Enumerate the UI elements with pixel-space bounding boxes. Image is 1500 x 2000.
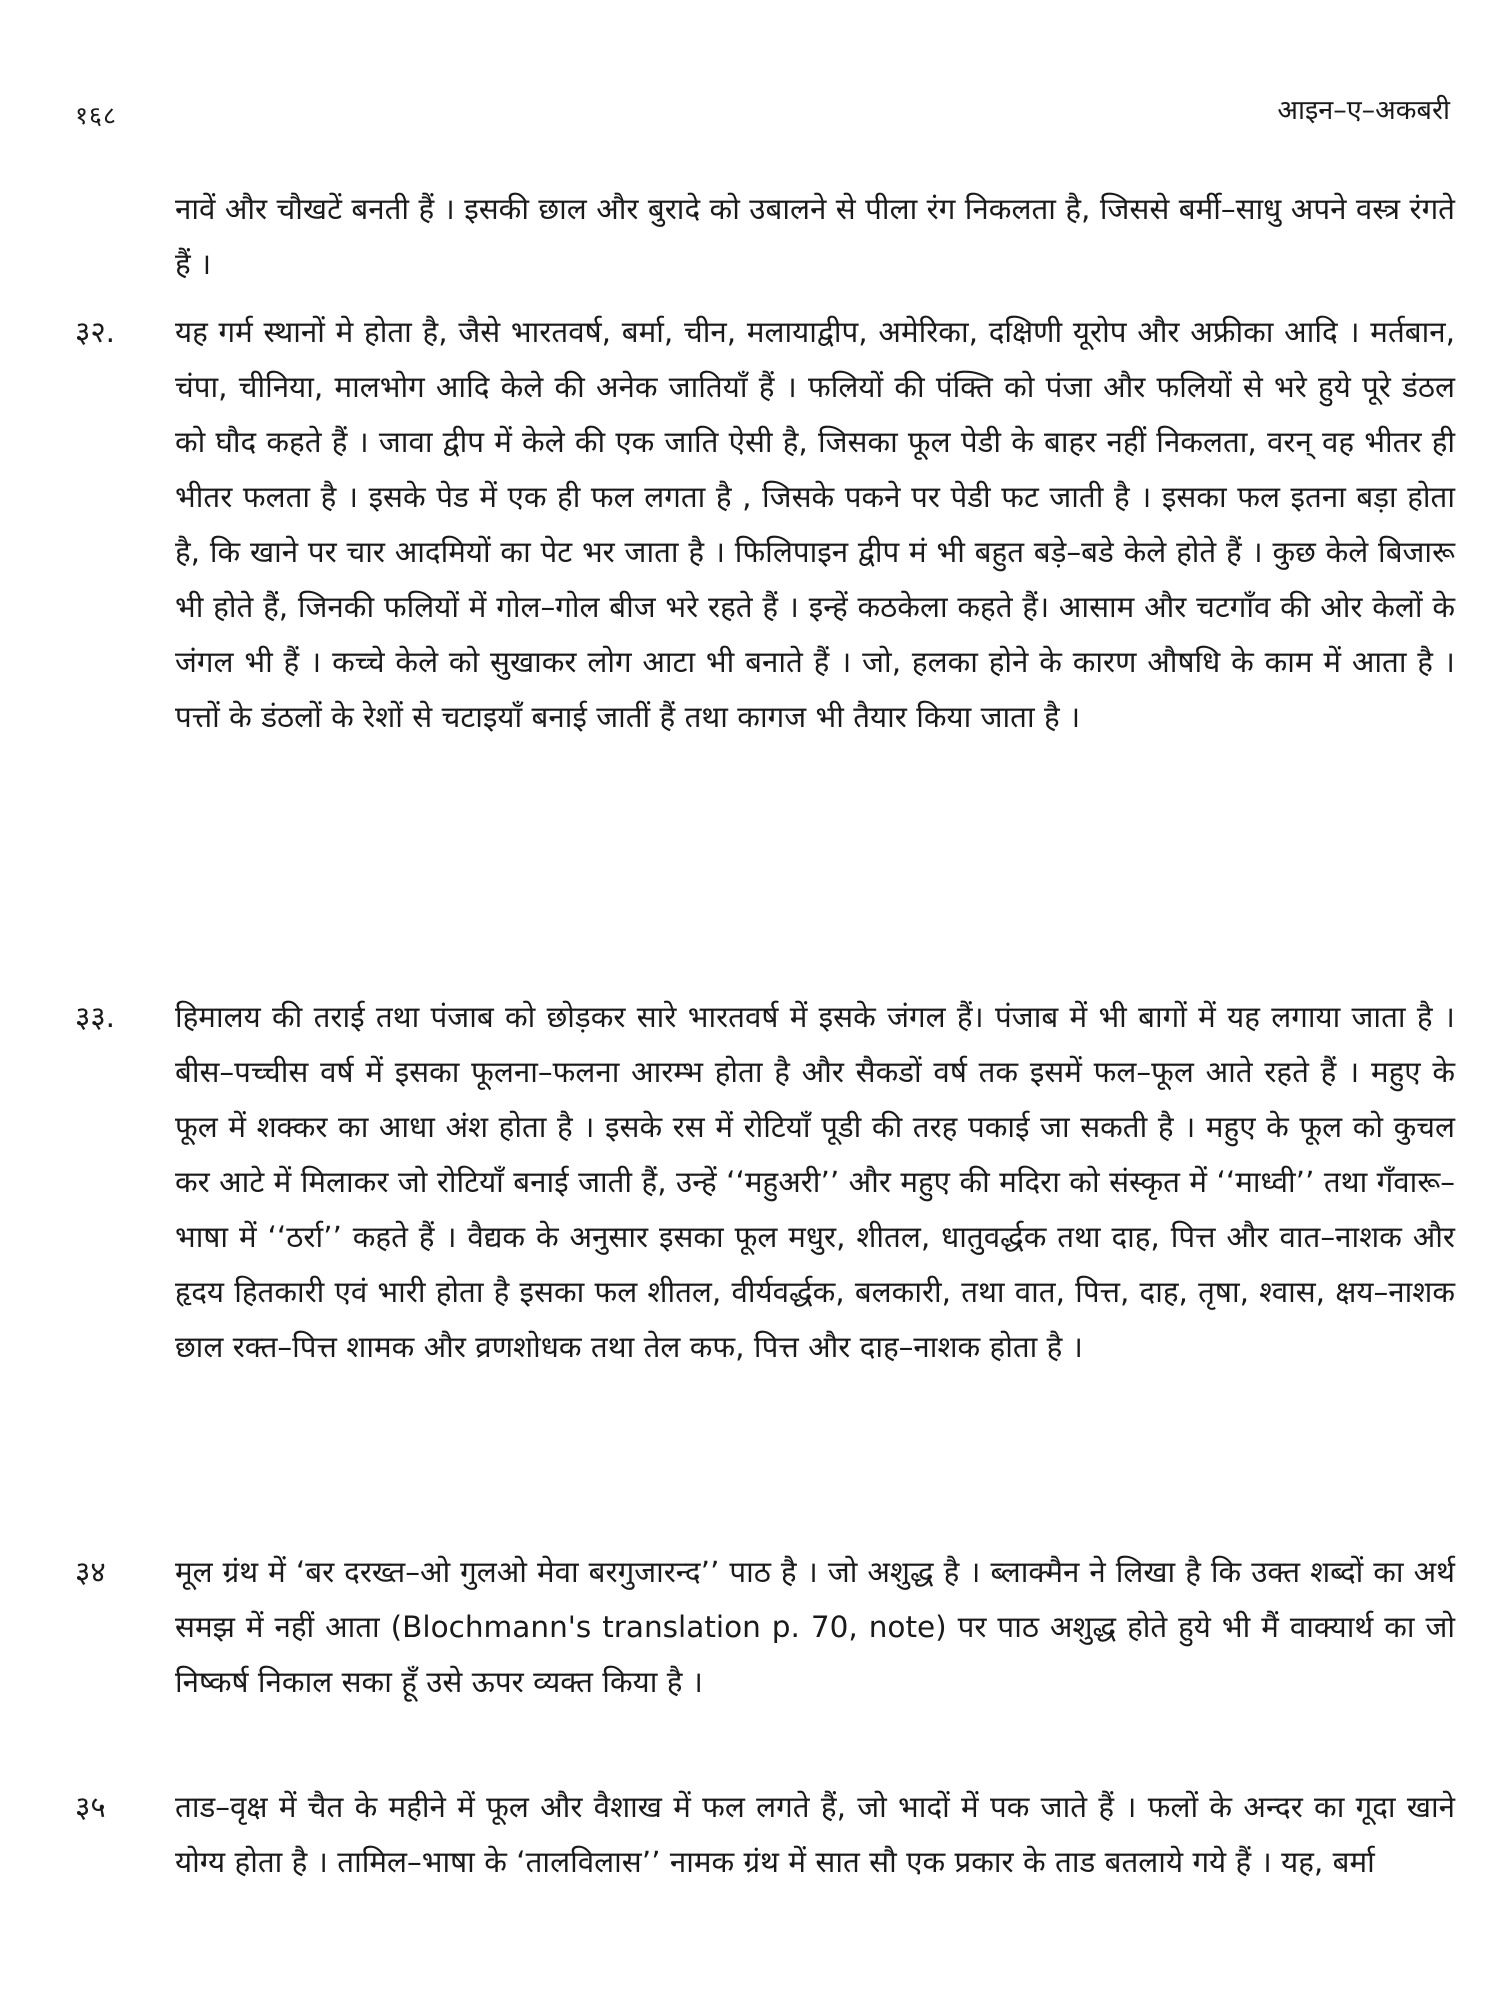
footnote-33 <box>75 990 1455 1375</box>
running-title: आइन–ए–अकबरी <box>1277 95 1450 126</box>
page-number: १६८ <box>75 101 118 130</box>
footnote-text: मूल ग्रंथ में ‘बर दरख्त–ओ गुलओ मेवा बरगुजारन्द’’ पाठ है । जो अशुद्ध है । ब्लाक्मैन ने लिखा है कि उक्त शब्दों का अर्थ समझ में नहीं आता (Blochmann's translation p. 70, note) पर पाठ अशुद्ध होते हुये भी मैं वाक्यार्थ का जो निष्कर्ष निकाल सका हूँ उसे ऊपर व्यक्त किया है । <box>175 1555 1455 1699</box>
footnote-number: ३५ <box>75 1790 106 1824</box>
footnote-number: ३२. <box>75 315 116 349</box>
paragraph-continuation <box>175 182 1455 292</box>
footnote-text: यह गर्म स्थानों मे होता है, जैसे भारतवर्ष, बर्मा, चीन, मलायाद्वीप, अमेरिका, दक्षिणी यूरोप और अफ्रीका आदि । मर्तबान, चंपा, चीनिया, मालभोग आदि केले की अनेक जातियाँ हैं । फलियों की पंक्ति को पंजा और फलियों से भरे हुये पूरे डंठल को घौद कहते हैं । जावा द्वीप में केले की एक जाति ऐसी है, जिसका फूल पेडी के बाहर नहीं निकलता, वरन् वह भीतर ही भीतर फलता है । इसके पेड में एक ही फल लगता है , जिसके पकने पर पेडी फट जाती है । इसका फल इतना बड़ा होता है, कि खाने पर चार आदमियों का पेट भर जाता है । फिलिपाइन द्वीप मं भी बहुत बड़े–बडे केले होते हैं । कुछ केले बिजारू भी होते हैं, जिनकी फलियों में गोल–गोल बीज भरे रहते हैं । इन्हें कठकेला कहते हैं। आसाम और चटगाँव की ओर केलों के जंगल भी हैं । कच्चे केले को सुखाकर लोग आटा भी बनाते हैं । जो, हलका होने के कारण औषधि के काम में आता है । पत्तों के डंठलों के रेशों से चटाइयाँ बनाई जातीं हैं तथा कागज भी तैयार किया जाता है । <box>175 315 1455 734</box>
footnote-35 <box>75 1780 1455 1890</box>
paragraph-text: नावें और चौखटें बनती हैं । इसकी छाल और बुरादे को उबालने से पीला रंग निकलता है, जिससे बर्मी–साधु अपने वस्त्र रंगते हैं । <box>175 192 1455 281</box>
footnote-32 <box>75 305 1455 745</box>
footnote-34 <box>75 1545 1455 1710</box>
footnote-number: ३३. <box>75 1000 116 1034</box>
footnote-text: हिमालय की तराई तथा पंजाब को छोड़कर सारे भारतवर्ष में इसके जंगल हैं। पंजाब में भी बागों में यह लगाया जाता है । बीस–पच्चीस वर्ष में इसका फूलना–फलना आरम्भ होता है और सैकडों वर्ष तक इसमें फल–फूल आते रहते हैं । महुए के फूल में शक्कर का आधा अंश होता है । इसके रस में रोटियाँ पूडी की तरह पकाई जा सकती है । महुए के फूल को कुचल कर आटे में मिलाकर जो रोटियाँ बनाई जाती हैं, उन्हें ‘‘महुअरी’’ और महुए की मदिरा को संस्कृत में ‘‘माध्वी’’ तथा गँवारू–भाषा में ‘‘ठर्रा’’ कहते हैं । वैद्यक के अनुसार इसका फूल मधुर, शीतल, धातुवर्द्धक तथा दाह, पित्त और वात–नाशक और हृदय हितकारी एवं भारी होता है इसका फल शीतल, वीर्यवर्द्धक, बलकारी, तथा वात, पित्त, दाह, तृषा, श्वास, क्षय–नाशक छाल रक्त–पित्त शामक और व्रणशोधक तथा तेल कफ, पित्त और दाह–नाशक होता है । <box>175 1000 1455 1364</box>
footnote-number: ३४ <box>75 1555 106 1589</box>
footnote-text: ताड–वृक्ष में चैत के महीने में फूल और वैशाख में फल लगते हैं, जो भादों में पक जाते हैं । फलों के अन्दर का गूदा खाने योग्य होता है । तामिल–भाषा के ‘तालविलास’’ नामक ग्रंथ में सात सौ एक प्रकार के ताड बतलाये गये हैं । यह, बर्मा <box>175 1790 1455 1879</box>
